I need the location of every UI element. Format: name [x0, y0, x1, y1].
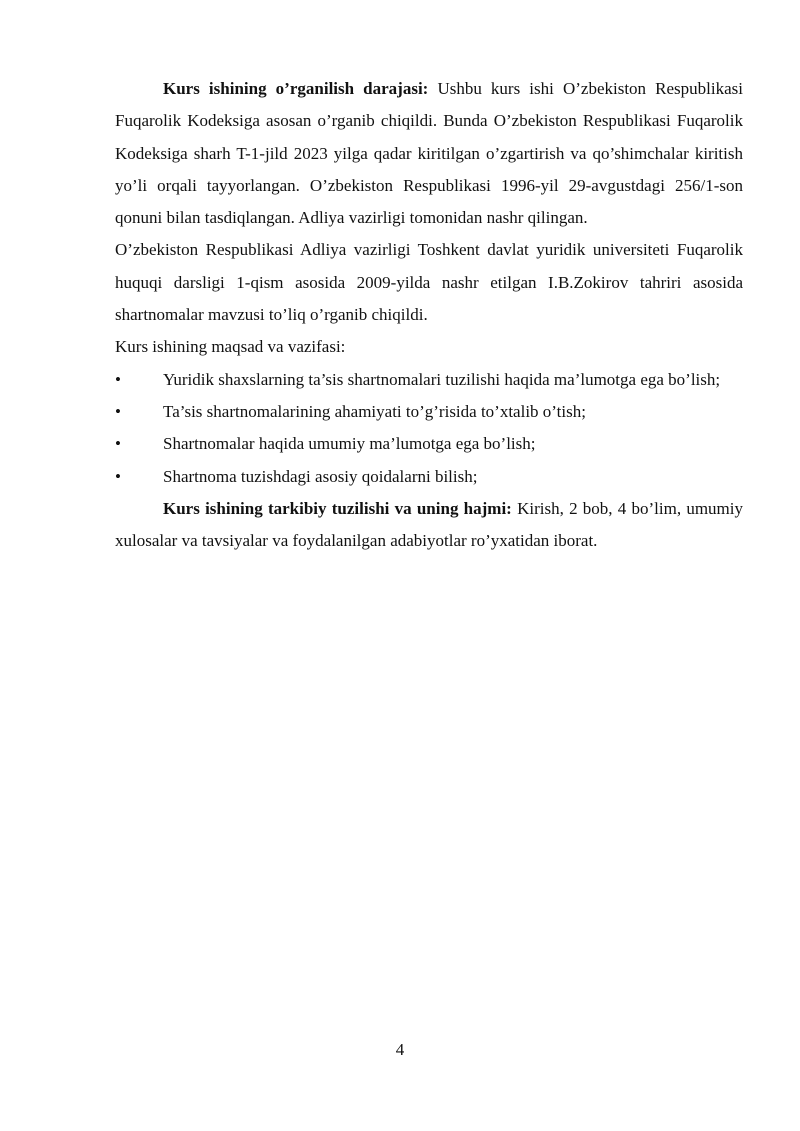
structure-paragraph [115, 493, 743, 558]
list-item-text: Shartnoma tuzishdagi asosiy qoidalarni bilish; [163, 466, 478, 486]
bullet-icon: • [115, 401, 121, 421]
page-number: 4 [395, 1040, 405, 1059]
study-level-heading: Kurs ishining o’rganilish darajasi: [163, 79, 429, 98]
study-level-text: Ushbu kurs ishi O’zbekiston Respublikasi Fuqarolik Kodeksiga asosan o’rganib chiqildi. Bunda O’zbekiston Respublikasi Fuqarolik Kodeksiga sharh T-1-jild 2023 yilga qadar kiritilgan o’zgartirish va qo’shimchalar kiritish yo’li orqali tayyorlangan. O’zbekiston Respublikasi 1996-yil 29-avgustdagi 256/1-son qonuni bilan tasdiqlangan. Adliya vazirligi tomonidan nashr qilingan. [115, 79, 743, 228]
sources-paragraph: O’zbekiston Respublikasi Adliya vazirligi Toshkent davlat yuridik universiteti Fuqarolik huquqi darsligi 1-qism asosida 2009-yilda nashr etilgan I.B.Zokirov tahriri asosida shartnomalar mavzusi to’liq o’rganib chiqildi. [115, 240, 743, 325]
structure-text: Kirish, 2 bob, 4 bo’lim, umumiy xulosalar va tavsiyalar va foydalanilgan adabiyotlar ro’yxatidan iborat. [115, 498, 744, 551]
list-item-text: Yuridik shaxslarning ta’sis shartnomalari tuzilishi haqida ma’lumotga ega bo’lish; [163, 369, 721, 389]
list-item-text: Shartnomalar haqida umumiy ma’lumotga ega bo’lish; [163, 434, 536, 454]
bullet-icon: • [115, 434, 121, 454]
goals-title: Kurs ishining maqsad va vazifasi: [115, 337, 346, 357]
bullet-icon: • [115, 466, 121, 486]
list-item-text: Ta’sis shartnomalarining ahamiyati to’g’risida to’xtalib o’tish; [163, 401, 586, 421]
structure-heading: Kurs ishining tarkibiy tuzilishi va uning hajmi: [163, 498, 512, 518]
list-item [115, 428, 743, 460]
study-level-paragraph [115, 73, 743, 234]
bullet-icon: • [115, 369, 121, 389]
list-item [115, 364, 743, 396]
list-item [115, 396, 743, 428]
page-content [115, 73, 743, 557]
list-item [115, 461, 743, 493]
